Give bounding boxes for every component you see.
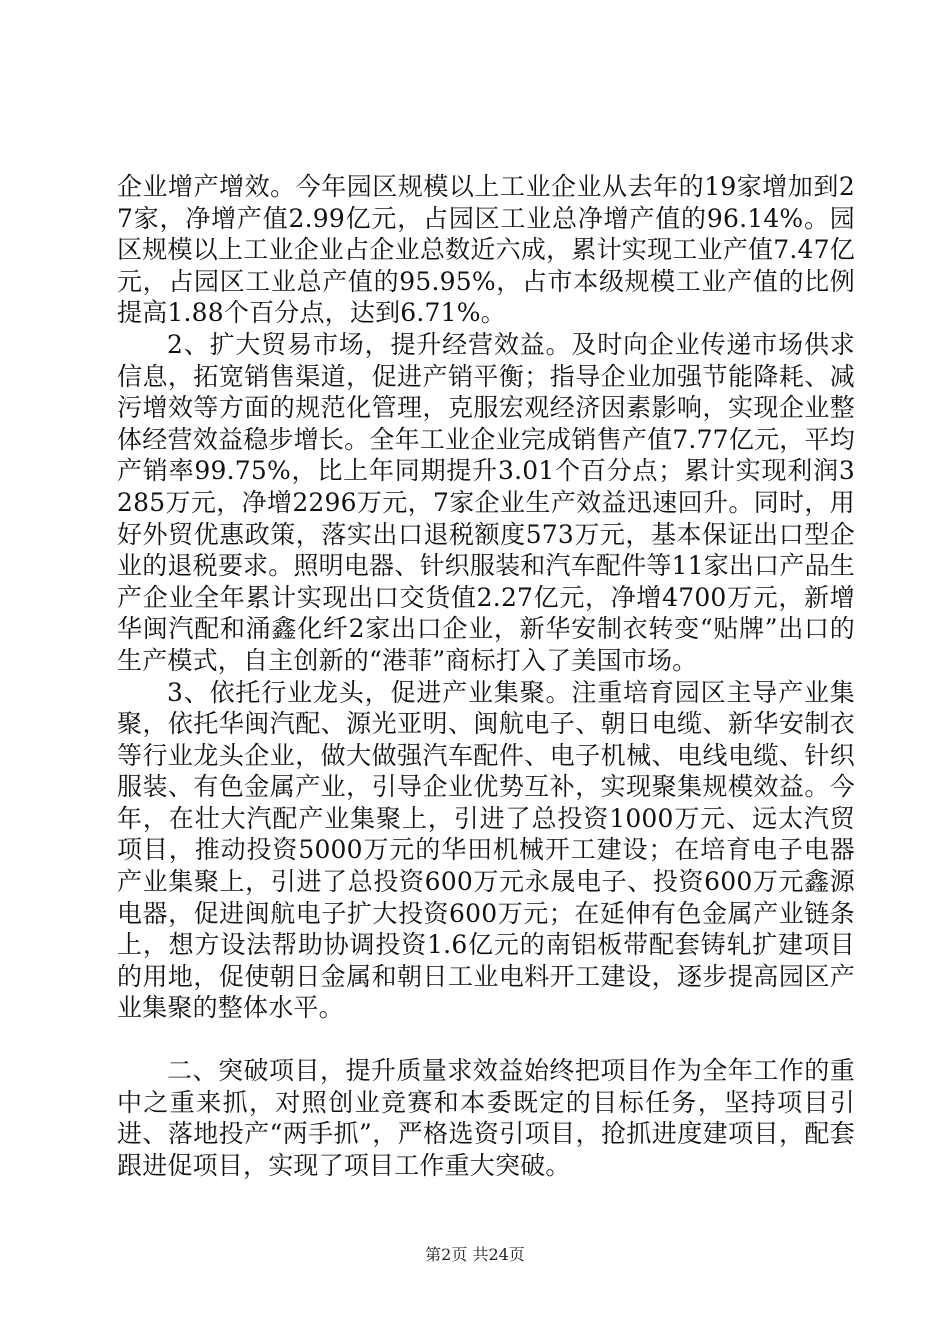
page-footer: 第2页 共24页 — [425, 1245, 525, 1264]
paragraph-trade-market: 2、扩大贸易市场，提升经营效益。及时向企业传递市场供求信息，拓宽销售渠道，促进产销平衡；指导企业加强节能降耗、减污增效等方面的规范化管理，克服宏观经济因素影响，实现企业整体经营效益稳步增长。全年工业企业完成销售产值7.77亿元，平均产销率99.75%，比上年同期提升3.01个百分点；累计实现利润3285万元，净增2296万元，7家企业生产效益迅速回升。同时，用好外贸优惠政策，落实出口退税额度573万元，基本保证出口型企业的退税要求。照明电器、针织服装和汽车配件等11家出口产品生产企业全年累计实现出口交货值2.27亿元，净增4700万元，新增华闽汽配和涌鑫化纤2家出口企业，新华安制衣转变“贴牌”出口的生产模式，自主创新的“港菲”商标打入了美国市场。 — [117, 329, 855, 675]
document-body — [117, 171, 855, 1181]
paragraph-project-breakthrough: 二、突破项目，提升质量求效益始终把项目作为全年工作的重中之重来抓，对照创业竞赛和本委既定的目标任务，坚持项目引进、落地投产“两手抓”，严格选资引项目，抢抓进度建项目，配套跟进促项目，实现了项目工作重大突破。 — [117, 1056, 855, 1180]
paragraph-industry-cluster: 3、依托行业龙头，促进产业集聚。注重培育园区主导产业集聚，依托华闽汽配、源光亚明、闽航电子、朝日电缆、新华安制衣等行业龙头企业，做大做强汽车配件、电子机械、电线电缆、针织服装、有色金属产业，引导企业优势互补，实现聚集规模效益。今年，在壮大汽配产业集聚上，引进了总投资1000万元、远太汽贸项目，推动投资5000万元的华田机械开工建设；在培育电子电器产业集聚上，引进了总投资600万元永晟电子、投资600万元鑫源电器，促进闽航电子扩大投资600万元；在延伸有色金属产业链条上，想方设法帮助协调投资1.6亿元的南铝板带配套铸轧扩建项目的用地，促使朝日金属和朝日工业电料开工建设，逐步提高园区产业集聚的整体水平。 — [117, 677, 855, 1023]
paragraph-continued: 企业增产增效。今年园区规模以上工业企业从去年的19家增加到27家，净增产值2.99亿元，占园区工业总净增产值的96.14%。园区规模以上工业企业占企业总数近六成，累计实现工业产值7.47亿元，占园区工业总产值的95.95%，占市本级规模工业产值的比例提高1.88个百分点，达到6.71%。 — [117, 172, 855, 328]
